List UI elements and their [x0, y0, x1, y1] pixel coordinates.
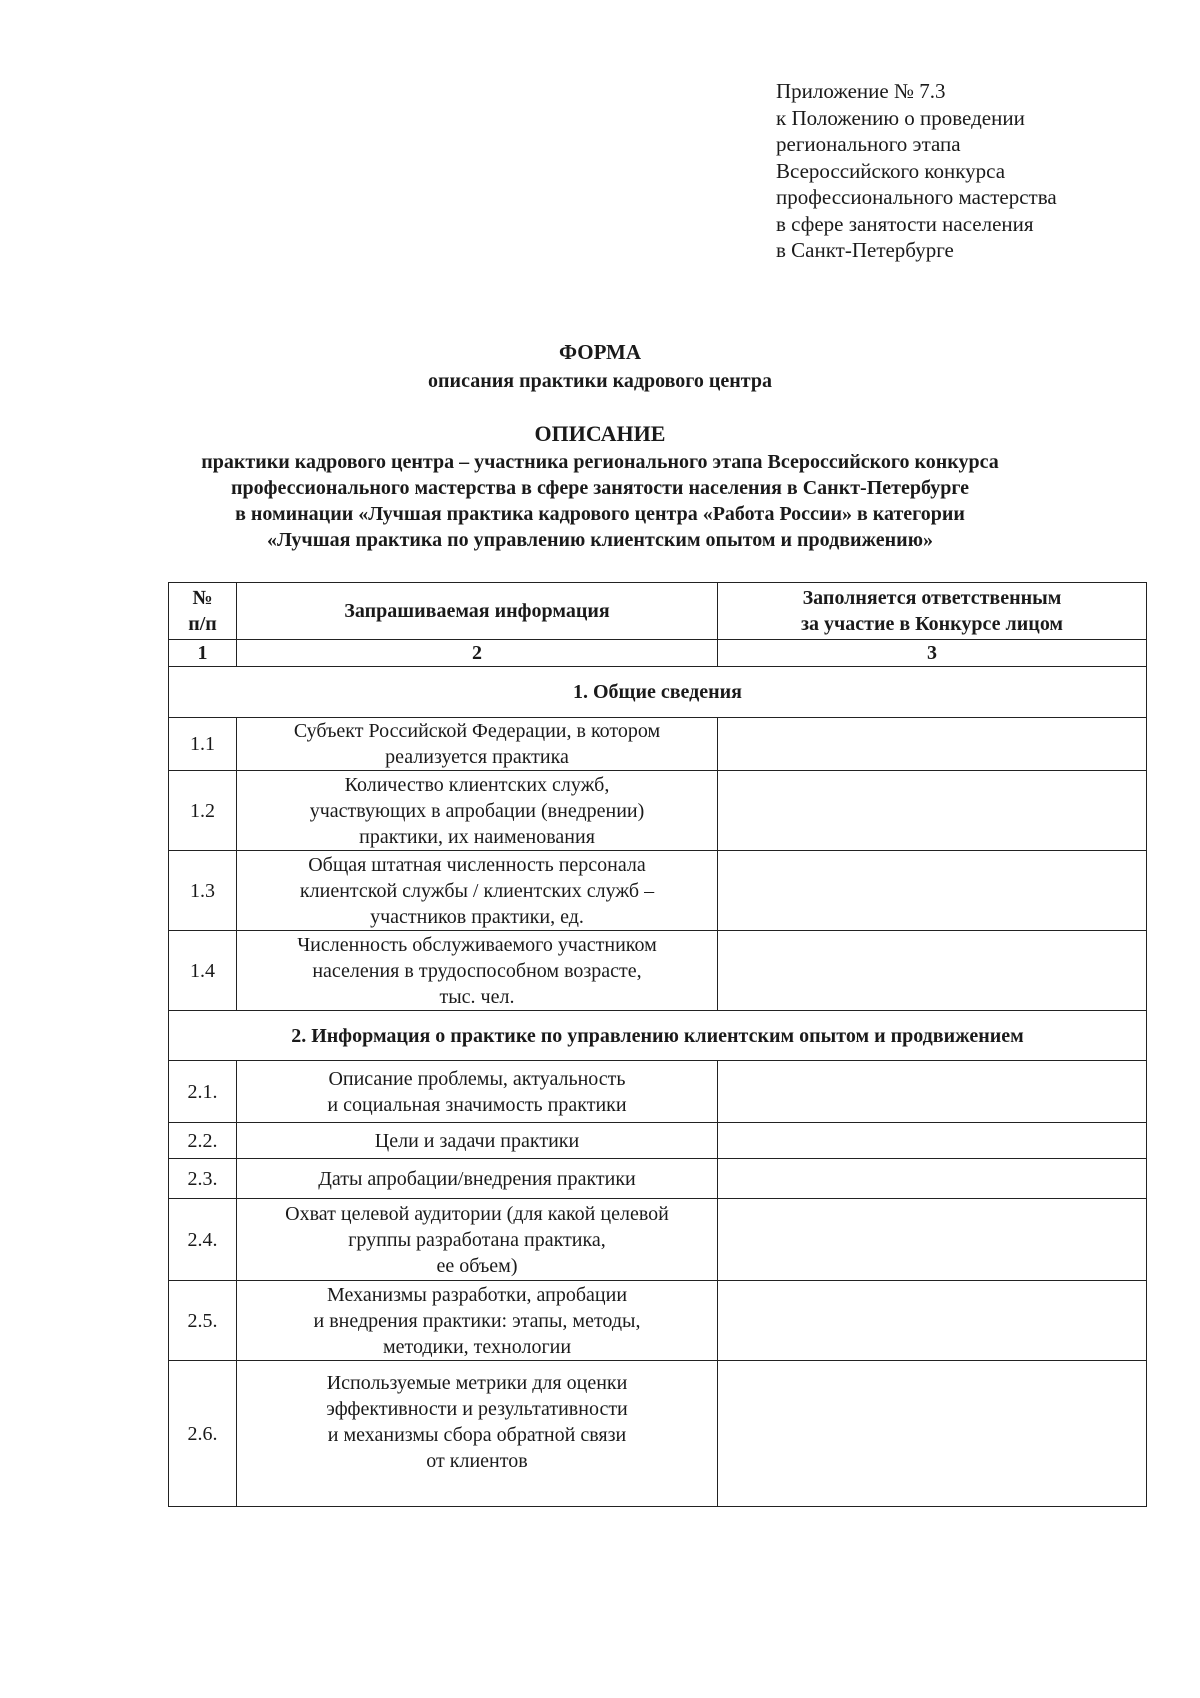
row-number: 1.3 — [169, 851, 237, 931]
table-header-row — [169, 583, 1147, 640]
row-label — [237, 851, 718, 931]
row-label-line: Общая штатная численность персонала — [308, 853, 646, 876]
description-line: в номинации «Лучшая практика кадрового центра «Работа России» в категории — [235, 503, 965, 525]
numbering-cell: 3 — [718, 640, 1147, 667]
appendix-line: профессионального мастерства — [776, 185, 1057, 209]
row-label-line: Количество клиентских служб, — [344, 773, 610, 796]
row-value-field[interactable] — [718, 851, 1147, 931]
row-label-line: населения в трудоспособном возрасте, — [312, 959, 642, 982]
row-label — [237, 931, 718, 1011]
row-label-line: ее объем) — [436, 1254, 518, 1277]
header-num — [169, 583, 237, 640]
row-label-line: от клиентов — [426, 1449, 528, 1472]
row-label — [237, 1199, 718, 1281]
row-label-line: реализуется практика — [385, 746, 569, 768]
appendix-line: Всероссийского конкурса — [776, 158, 1006, 183]
row-value-field[interactable] — [718, 1199, 1147, 1281]
practice-form-table — [168, 582, 1147, 1507]
row-label-line: тыс. чел. — [439, 985, 515, 1008]
row-number: 2.4. — [169, 1199, 237, 1281]
row-value-field[interactable] — [718, 718, 1147, 771]
table-row — [169, 931, 1147, 1011]
row-label-line: Субъект Российской Федерации, в котором — [293, 720, 661, 742]
row-number: 1.2 — [169, 771, 237, 851]
row-label — [237, 1061, 718, 1123]
form-title: ФОРМА — [558, 340, 642, 364]
row-label-line: Цели и задачи практики — [374, 1129, 580, 1152]
row-label-line: и внедрения практики: этапы, методы, — [313, 1309, 641, 1332]
description-title: ОПИСАНИЕ — [534, 421, 666, 446]
row-number: 1.4 — [169, 931, 237, 1011]
row-label — [237, 718, 718, 771]
header-filled-line: Заполняется ответственным — [802, 587, 1062, 609]
row-label-line: Механизмы разработки, апробации — [326, 1283, 628, 1306]
section-row — [169, 667, 1147, 718]
row-label-line: эффективности и результативности — [326, 1397, 628, 1420]
row-label-line: практики, их наименования — [359, 825, 595, 848]
section-row — [169, 1011, 1147, 1061]
section-title: 1. Общие сведения — [169, 667, 1147, 718]
row-label-line: Даты апробации/внедрения практики — [318, 1167, 636, 1190]
row-number: 2.5. — [169, 1281, 237, 1361]
table-row — [169, 1061, 1147, 1123]
description-text — [0, 449, 1200, 553]
row-label — [237, 1159, 718, 1199]
table-row — [169, 1361, 1147, 1507]
row-label — [237, 1281, 718, 1361]
appendix-note — [776, 78, 1057, 264]
row-number: 2.1. — [169, 1061, 237, 1123]
row-label-line: Численность обслуживаемого участником — [297, 933, 657, 956]
row-value-field[interactable] — [718, 1123, 1147, 1159]
numbering-cell: 1 — [169, 640, 237, 667]
row-value-field[interactable] — [718, 1159, 1147, 1199]
row-label-line: методики, технологии — [382, 1335, 572, 1358]
table-numbering-row — [169, 640, 1147, 667]
appendix-line: Приложение № 7.3 — [776, 79, 946, 103]
appendix-line: в сфере занятости населения — [776, 211, 1034, 236]
description-line: практики кадрового центра – участника регионального этапа Всероссийского конкурса — [201, 451, 999, 473]
row-number: 2.2. — [169, 1123, 237, 1159]
table-row — [169, 1199, 1147, 1281]
header-num-line: п/п — [188, 613, 217, 635]
header-filled-line: за участие в Конкурсе лицом — [800, 613, 1064, 635]
appendix-line: в Санкт-Петербурге — [776, 238, 954, 262]
description-line: профессионального мастерства в сфере занятости населения в Санкт-Петербурге — [230, 477, 970, 499]
header-num-line: № — [192, 587, 213, 609]
row-label-line: Охват целевой аудитории (для какой целевой — [285, 1202, 669, 1225]
table-row — [169, 718, 1147, 771]
form-subtitle: описания практики кадрового центра — [428, 370, 772, 392]
description-line: «Лучшая практика по управлению клиентским опытом и продвижению» — [267, 529, 933, 551]
row-number: 2.6. — [169, 1361, 237, 1507]
row-number: 1.1 — [169, 718, 237, 771]
row-value-field[interactable] — [718, 1281, 1147, 1361]
table-row — [169, 1123, 1147, 1159]
row-label-line: Используемые метрики для оценки — [326, 1371, 628, 1394]
row-number: 2.3. — [169, 1159, 237, 1199]
row-label — [237, 1123, 718, 1159]
row-value-field[interactable] — [718, 931, 1147, 1011]
row-value-field[interactable] — [718, 1061, 1147, 1123]
row-label-line: группы разработана практика, — [348, 1228, 606, 1251]
table-row — [169, 1281, 1147, 1361]
row-label-line: клиентской службы / клиентских служб – — [299, 879, 655, 902]
table-row — [169, 1159, 1147, 1199]
row-label-line: и социальная значимость практики — [327, 1093, 627, 1116]
row-label-line: участвующих в апробации (внедрении) — [309, 799, 645, 822]
appendix-line: регионального этапа — [776, 132, 961, 156]
table-row — [169, 851, 1147, 931]
table-row — [169, 771, 1147, 851]
row-label-line: участников практики, ед. — [370, 905, 584, 928]
header-requested-info: Запрашиваемая информация — [237, 583, 718, 640]
header-filled-by — [718, 583, 1147, 640]
row-label — [237, 1361, 718, 1507]
numbering-cell: 2 — [237, 640, 718, 667]
section-title: 2. Информация о практике по управлению клиентским опытом и продвижением — [169, 1011, 1147, 1061]
row-label-line: и механизмы сбора обратной связи — [327, 1423, 627, 1446]
row-value-field[interactable] — [718, 771, 1147, 851]
appendix-line: к Положению о проведении — [776, 105, 1025, 130]
row-value-field[interactable] — [718, 1361, 1147, 1507]
row-label — [237, 771, 718, 851]
row-label-line: Описание проблемы, актуальность — [328, 1067, 626, 1090]
